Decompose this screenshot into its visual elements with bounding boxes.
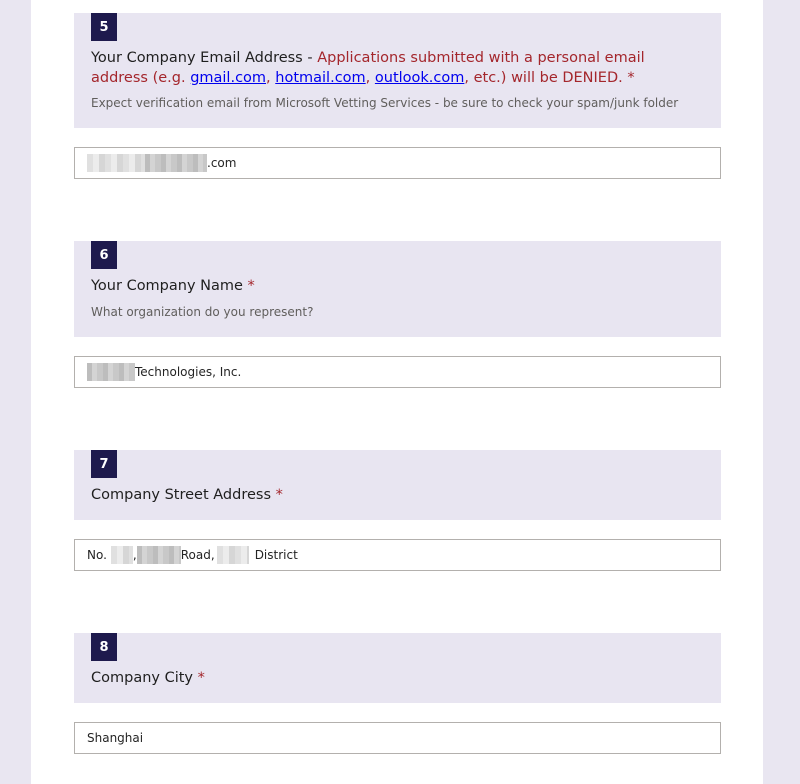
redacted-text — [145, 154, 207, 172]
title-separator: - — [302, 50, 318, 66]
outlook-link[interactable]: outlook.com — [374, 70, 465, 86]
personal-email-warning: Applications submitted with a personal email address (e.g. — [91, 50, 645, 86]
question-5-header — [74, 13, 721, 128]
required-asterisk: * — [627, 70, 635, 86]
address-part: Road, — [180, 548, 215, 562]
question-number: 7 — [91, 450, 117, 478]
redacted-text — [87, 154, 145, 172]
address-part: District — [254, 548, 298, 562]
required-asterisk: * — [247, 278, 255, 294]
question-6-header — [74, 241, 721, 337]
question-7-header — [74, 450, 721, 520]
redacted-text — [111, 546, 133, 564]
required-asterisk: * — [197, 670, 205, 686]
question-title-text: Your Company Name — [91, 278, 243, 294]
question-title-text: Your Company Email Address — [91, 50, 303, 66]
company-city-field[interactable] — [74, 722, 721, 754]
company-name-field[interactable] — [74, 356, 721, 388]
question-title — [91, 668, 701, 688]
redacted-text — [87, 363, 135, 381]
redacted-text — [137, 546, 181, 564]
warning-suffix: , etc.) will be DENIED. — [464, 70, 623, 86]
redacted-text — [217, 546, 249, 564]
question-hint: What organization do you represent? — [91, 305, 314, 319]
hotmail-link[interactable]: hotmail.com — [275, 70, 366, 86]
address-part: , — [132, 548, 137, 562]
question-hint: Expect verification email from Microsoft Vetting Services - be sure to check your spam/junk folder — [91, 96, 679, 110]
required-asterisk: * — [275, 487, 283, 503]
question-title: Your Company Email Address - Applications submitted with a personal email address (e.g. gmail.com, hotmail.com, outlook.com, etc.) will be DENIED. * — [91, 50, 645, 86]
question-title-text: Company City — [91, 670, 194, 686]
question-title — [91, 276, 701, 296]
company-name-visible-text: Technologies, Inc. — [135, 365, 242, 379]
form-page — [31, 0, 763, 784]
question-title-text: Company Street Address — [91, 487, 272, 503]
question-title — [91, 485, 701, 505]
gmail-link[interactable]: gmail.com — [190, 70, 267, 86]
question-number: 6 — [91, 241, 117, 269]
question-number: 5 — [91, 13, 117, 41]
email-visible-text: .com — [207, 156, 237, 170]
city-value: Shanghai — [87, 731, 144, 745]
question-8-header — [74, 633, 721, 703]
company-email-field[interactable] — [74, 147, 721, 179]
street-address-field[interactable] — [74, 539, 721, 571]
question-number: 8 — [91, 633, 117, 661]
address-part: No. — [87, 548, 107, 562]
